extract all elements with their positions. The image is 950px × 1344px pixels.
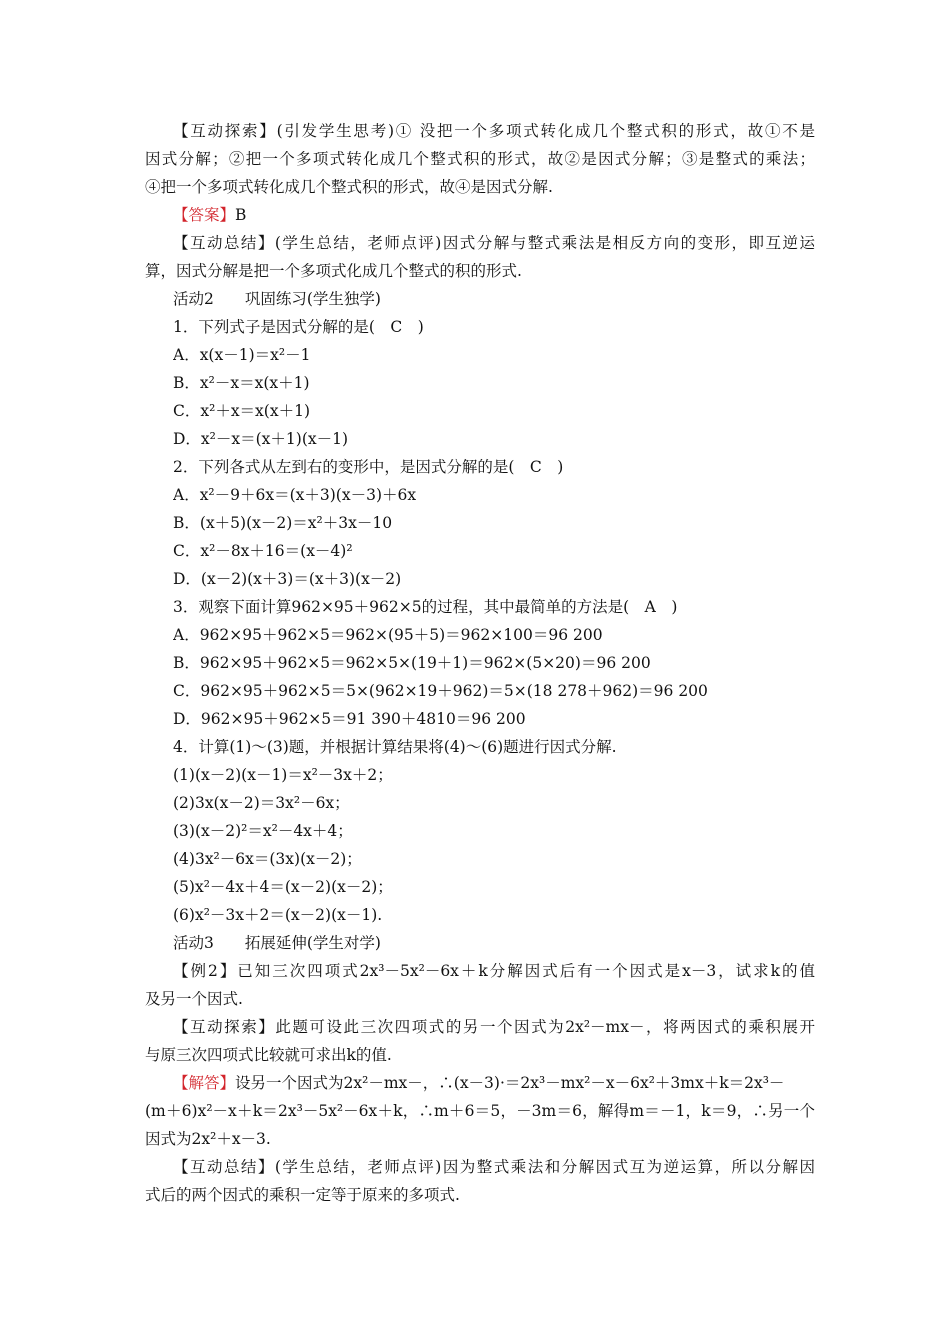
text-line: 及另一个因式. <box>145 990 243 1008</box>
question-2: 2．下列各式从左到右的变形中，是因式分解的是( C ) <box>173 458 564 476</box>
option-line: A．962×95＋962×5＝962×(95＋5)＝962×100＝96 200 <box>173 626 603 644</box>
sub-item: (2)3x(x－2)＝3x²－6x； <box>173 794 350 812</box>
solution-text: 设另一个因式为2x²－mx－，∴(x－3)·＝2x³－mx²－x－6x²＋3mx＋k＝2x³－ <box>235 1074 785 1092</box>
option-line: B．(x＋5)(x－2)＝x²＋3x－10 <box>173 514 393 532</box>
option-line: C．x²－8x＋16＝(x－4)² <box>173 542 353 560</box>
sub-item: (6)x²－3x＋2＝(x－2)(x－1). <box>173 906 383 924</box>
text-line: 式后的两个因式的乘积一定等于原来的多项式. <box>145 1186 460 1204</box>
option-line: C．962×95＋962×5＝5×(962×19＋962)＝5×(18 278＋962)＝96 200 <box>173 682 708 700</box>
section-heading: 活动2 巩固练习(学生独学) <box>173 290 381 308</box>
text-line: 因式为2x²＋x－3. <box>145 1130 271 1148</box>
option-line: B．962×95＋962×5＝962×5×(19＋1)＝962×(5×20)＝96 200 <box>173 654 651 672</box>
text-line: 【互动总结】(学生总结，老师点评)因为整式乘法和分解因式互为逆运算，所以分解因 <box>173 1158 815 1176</box>
sub-item: (3)(x－2)²＝x²－4x＋4； <box>173 822 353 840</box>
text-line: 算，因式分解是把一个多项式化成几个整式的积的形式. <box>145 262 522 280</box>
text-line: 【例2】已知三次四项式2x³－5x²－6x＋k分解因式后有一个因式是x－3，试求k的值 <box>173 962 815 980</box>
option-line: B．x²－x＝x(x＋1) <box>173 374 310 392</box>
sub-item: (4)3x²－6x＝(3x)(x－2)； <box>173 850 362 868</box>
question-4: 4．计算(1)～(3)题，并根据计算结果将(4)～(6)题进行因式分解. <box>173 738 617 756</box>
question-1: 1．下列式子是因式分解的是( C ) <box>173 318 424 336</box>
option-line: A．x²－9＋6x＝(x＋3)(x－3)＋6x <box>173 486 417 504</box>
option-line: A．x(x－1)＝x²－1 <box>173 346 311 364</box>
text-line: 因式分解；②把一个多项式转化成几个整式积的形式，故②是因式分解；③是整式的乘法； <box>145 150 815 168</box>
sub-item: (5)x²－4x＋4＝(x－2)(x－2)； <box>173 878 393 896</box>
option-line: D．962×95＋962×5＝91 390＋4810＝96 200 <box>173 710 526 728</box>
text-line: (m＋6)x²－x＋k＝2x³－5x²－6x＋k，∴m＋6＝5，－3m＝6，解得m＝－1，k＝9，∴另一个 <box>145 1102 815 1120</box>
text-line: 【互动探索】此题可设此三次四项式的另一个因式为2x²－mx－，将两因式的乘积展开 <box>173 1018 815 1036</box>
answer-line <box>173 202 815 228</box>
section-heading: 活动3 拓展延伸(学生对学) <box>173 934 381 952</box>
question-3: 3．观察下面计算962×95＋962×5的过程，其中最简单的方法是( A ) <box>173 598 678 616</box>
option-line: D．(x－2)(x＋3)＝(x＋3)(x－2) <box>173 570 402 588</box>
option-line: D．x²－x＝(x＋1)(x－1) <box>173 430 349 448</box>
answer-value: B <box>235 206 247 224</box>
text-line: 【互动总结】(学生总结，老师点评)因式分解与整式乘法是相反方向的变形，即互逆运 <box>173 234 815 252</box>
option-line: C．x²＋x＝x(x＋1) <box>173 402 310 420</box>
text-line: 与原三次四项式比较就可求出k的值. <box>145 1046 392 1064</box>
solution-label: 【解答】 <box>173 1074 236 1092</box>
sub-item: (1)(x－2)(x－1)＝x²－3x＋2； <box>173 766 393 784</box>
answer-label: 【答案】 <box>173 206 236 224</box>
text-line: 【互动探索】(引发学生思考)① 没把一个多项式转化成几个整式积的形式，故①不是 <box>173 122 815 140</box>
solution-line <box>173 1070 815 1096</box>
text-line: ④把一个多项式转化成几个整式积的形式，故④是因式分解. <box>145 178 553 196</box>
